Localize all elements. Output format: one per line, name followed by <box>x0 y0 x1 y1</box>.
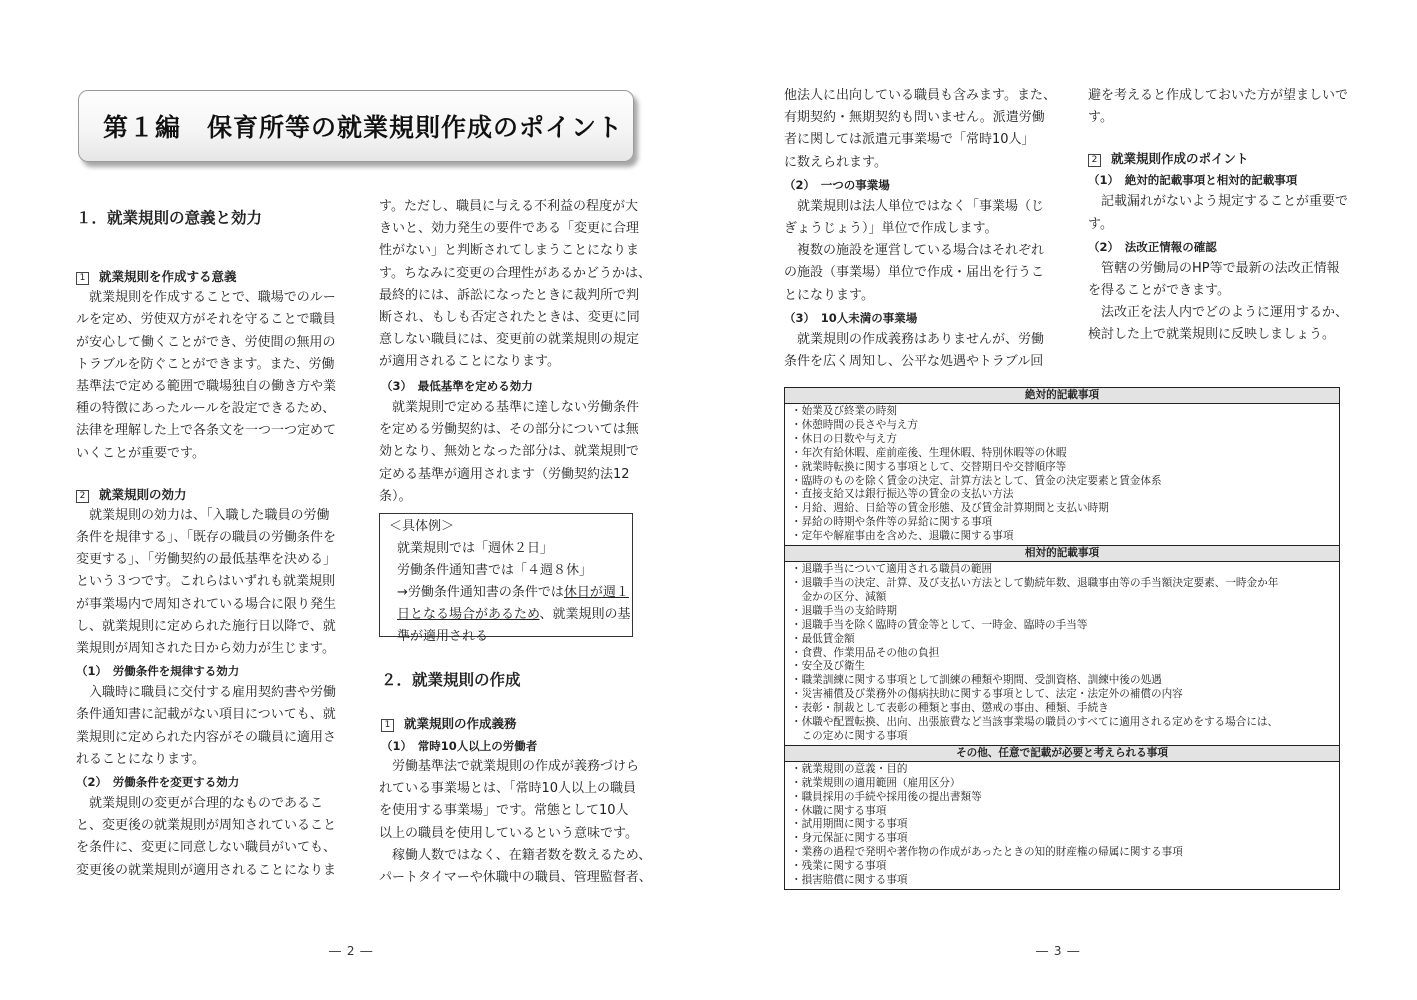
paragraph-line: 就業規則の効力は、「入職した職員の労働 <box>89 507 330 523</box>
table-section-body <box>785 404 1339 545</box>
table-list-item: ・休職に関する事項 <box>791 804 887 817</box>
paragraph-line: 法律を理解した上で各条文を一つ一つ定めて <box>76 423 337 439</box>
paragraph-line: し、就業規則に定められた施行日以降で、就 <box>76 618 336 634</box>
paragraph-line: 条）。 <box>379 488 412 504</box>
paragraph-line: 有期契約・無期契約も問いません。派遣労働 <box>784 110 1045 126</box>
table-list-item: ・月給、週給、日給等の賃金形態、及び賃金計算期間と支払い時期 <box>791 502 1109 515</box>
paragraph-line: 検討した上で就業規則に反映しましょう。 <box>1088 327 1336 343</box>
table-list-item: ・休日の日数や与え方 <box>791 432 897 445</box>
example-line <box>389 582 632 604</box>
paragraph-line: きいと、効力発生の要件である「変更に合理 <box>379 221 640 237</box>
table-list-item: ・始業及び終業の時刻 <box>791 405 897 417</box>
paragraph-line: 入職時に職員に交付する雇用契約書や労働 <box>89 685 337 701</box>
subsection-heading-minimum-standard: （3） 最低基準を定める効力 <box>381 379 533 393</box>
section-number-box: 1 <box>76 272 89 285</box>
subsection-heading: （1） 労働条件を規律する効力 <box>76 664 240 679</box>
paragraph-line: す。 <box>1088 216 1113 232</box>
subsection-heading-ten-or-more: （1） 常時10人以上の労働者 <box>381 739 538 753</box>
paragraph-line: す。 <box>1088 110 1113 126</box>
paragraph-line: ぎょうじょう）」単位で作成します。 <box>784 221 998 237</box>
paragraph-line: ルを定め、労使双方がそれを守ることで職員 <box>76 312 336 328</box>
paragraph-line: を得ることができます。 <box>1088 283 1230 299</box>
example-underlined-text: 休日が週１ <box>563 585 629 600</box>
table-list-item: ・最低賃金額 <box>791 632 855 645</box>
paragraph-line: 条件を広く周知し、公平な処遇やトラブル回 <box>784 354 1044 370</box>
paragraph-line: 効となり、無効となった部分は、就業規則で <box>379 444 640 460</box>
table-list-item: ・定年や解雇事由を含めた、退職に関する事項 <box>791 530 1014 543</box>
table-list-item: ・表彰・制裁として表彰の種類と事由、懲戒の事由、種類、手続き <box>791 702 1109 715</box>
paragraph-line: 者に関しては派遣元事業場で「常時10人」 <box>784 132 1035 148</box>
table-list-item: ・退職手当を除く臨時の賃金等として、一時金、臨時の手当等 <box>791 618 1088 631</box>
right-page-column-1 <box>784 85 1056 373</box>
subsection-heading-text: 就業規則作成のポイント <box>1111 151 1249 167</box>
left-page-column-2-top <box>379 196 651 374</box>
example-line: 準が適用される <box>397 629 489 644</box>
paragraph-line: が適用されることになります。 <box>379 354 560 370</box>
paragraph-line: に数えられます。 <box>784 154 887 170</box>
table-list-item: ・臨時のものを除く賃金の決定、計算方法として、賃金の決定要素と賃金体系 <box>791 474 1162 487</box>
paragraph-line: 性がない」と判断されてしまうことになりま <box>379 243 640 259</box>
table-section-body <box>785 762 1339 889</box>
paragraph-line: 最終的には、訴訟になったときに裁判所で判 <box>379 287 640 303</box>
section-number-box: 1 <box>381 719 394 732</box>
paragraph-line: れている事業場とは、「常時10人以上の職員 <box>379 781 637 797</box>
paragraph-line: 稼働人数ではなく、在籍者数を数えるため、 <box>392 847 652 863</box>
table-list-item: ・就業規則の適用範囲（雇用区分） <box>791 776 961 789</box>
paragraph-line: 変更する」、「労働契約の最低基準を決める」 <box>76 552 337 568</box>
paragraph-line: 以上の職員を使用しているという意味です。 <box>379 825 638 841</box>
table-list-item: ・退職手当の決定、計算、及び支払い方法として勤続年数、退職事由等の手当額決定要素、一時金か年 <box>791 576 1279 589</box>
example-underlined-text: 日となる場合があるため <box>397 607 540 622</box>
table-list-item: ・休憩時間の長さや与え方 <box>791 418 919 431</box>
table-list-item: ・職員採用の手続や採用後の提出書類等 <box>791 790 982 803</box>
paragraph-line: とになります。 <box>784 287 874 303</box>
subsection-heading-text: 就業規則の作成義務 <box>404 716 517 731</box>
paragraph-line: 記載漏れがないよう規定することが重要で <box>1101 194 1349 210</box>
table-list-item: ・身元保証に関する事項 <box>791 832 908 845</box>
paragraph-line: 避を考えると作成しておいた方が望ましいで <box>1088 88 1349 103</box>
paragraph-line: 変更後の就業規則が適用されることになりま <box>76 862 337 878</box>
table-list-item: ・就業規則の意義・目的 <box>791 762 908 775</box>
table-section-heading: その他、任意で記載が必要と考えられる事項 <box>785 745 1339 762</box>
page-number-left: ― 2 ― <box>329 944 374 958</box>
paragraph-line: を定める労働契約は、その部分については無 <box>379 422 639 438</box>
subsection-heading <box>1088 149 1348 169</box>
table-section-body <box>785 562 1339 745</box>
subsection-heading-obligation <box>381 714 517 732</box>
paragraph-line: を使用する事業場」です。常態として10人 <box>379 803 629 819</box>
right-page-column-2 <box>1088 85 1348 347</box>
left-page-column-1 <box>76 0 336 882</box>
table-list-item: この定めに関する事項 <box>791 729 908 742</box>
table-list-item: ・食費、作業用品その他の負担 <box>791 646 940 659</box>
paragraph-line: トラブルを防ぐことができます。また、労働 <box>76 356 335 372</box>
page-number-right: ― 3 ― <box>1036 944 1081 958</box>
table-list-item: ・業務の過程で発明や著作物の作成があったときの知的財産権の帰属に関する事項 <box>791 846 1183 859</box>
paragraph-line: 就業規則の変更が合理的なものであるこ <box>89 796 324 812</box>
table-section-heading: 絶対的記載事項 <box>785 388 1339 404</box>
subsection-heading: （2） 法改正情報の確認 <box>1088 239 1217 254</box>
paragraph-line: 条件を規律する」、「既存の職員の労働条件を <box>76 530 337 546</box>
table-section-heading: 相対的記載事項 <box>785 545 1339 562</box>
paragraph-line: す。ちなみに変更の合理性があるかどうかは、 <box>379 265 651 281</box>
chapter-title: 第１編 保育所等の就業規則作成のポイント <box>103 113 624 142</box>
subsection-heading: （2） 労働条件を変更する効力 <box>76 775 240 790</box>
paragraph-line: を条件に、変更に同意しない職員がいても、 <box>76 840 337 856</box>
paragraph-line: という３つです。これらはいずれも就業規則 <box>76 574 335 590</box>
required-items-table <box>784 387 1340 890</box>
paragraph-line: いくことが重要です。 <box>76 445 205 461</box>
paragraph-line: の施設（事業場）単位で作成・届出を行うこ <box>784 265 1045 281</box>
paragraph-line: 種の特徴にあったルールを設定できるため、 <box>76 401 336 417</box>
table-list-item: ・休職や配置転換、出向、出張旅費など当該事業場の職員のすべてに適用される定めをする場合には、 <box>791 716 1279 729</box>
table-list-item: ・就業時転換に関する事項として、交替期日や交替順序等 <box>791 460 1067 473</box>
example-text: →労働条件通知書の条件では <box>397 585 564 600</box>
paragraph-line: 法改正を法人内でどのように運用するか、 <box>1101 305 1349 321</box>
subsection-heading: （1） 絶対的記載事項と相対的記載事項 <box>1088 173 1298 188</box>
left-page-column-2-mid <box>379 397 639 508</box>
example-line: 就業規則では「週休２日」 <box>397 541 554 556</box>
section-heading-creation: ２．就業規則の作成 <box>381 671 521 689</box>
paragraph-line: 基準法で定める範囲で職場独自の働き方や業 <box>76 379 337 395</box>
paragraph-line: が事業場内で周知されている場合に限り発生 <box>76 596 337 612</box>
example-line: 労働条件通知書では「４週８休」 <box>397 563 593 578</box>
table-list-item: 金かの区分、減額 <box>791 590 887 603</box>
subsection-heading: （2） 一つの事業場 <box>784 177 890 192</box>
table-list-item: ・災害補償及び業務外の傷病扶助に関する事項として、法定・法定外の補償の内容 <box>791 688 1183 701</box>
left-page-column-2-bottom <box>379 756 652 889</box>
table-list-item: ・昇給の時期や条件等の昇給に関する事項 <box>791 516 993 529</box>
paragraph-line: 就業規則を作成することで、職場でのルー <box>89 290 336 306</box>
paragraph-line: と、変更後の就業規則が周知されていること <box>76 818 337 834</box>
paragraph-line: 就業規則の作成義務はありませんが、労働 <box>797 331 1045 347</box>
table-list-item: ・退職手当について適用される職員の範囲 <box>791 563 993 576</box>
paragraph-line: 複数の施設を運営している場合はそれぞれ <box>797 243 1045 259</box>
paragraph-line: 管轄の労働局のHP等で最新の法改正情報 <box>1101 260 1340 276</box>
paragraph-line: す。ただし、職員に与える不利益の程度が大 <box>379 199 638 214</box>
example-heading: ＜具体例＞ <box>389 519 455 534</box>
paragraph-line: 断され、もしも否定されたときは、変更に同 <box>379 310 640 326</box>
paragraph-line: 条件通知書に記載がない項目についても、就 <box>76 707 336 723</box>
table-list-item: ・残業に関する事項 <box>791 860 887 873</box>
paragraph-line: 定める基準が適用されます（労働契約法12 <box>379 466 630 482</box>
paragraph-line: 労働基準法で就業規則の作成が義務づけら <box>392 759 640 774</box>
paragraph-line: 業規則が周知された日から効力が生じます。 <box>76 641 335 657</box>
paragraph-line: 就業規則で定める基準に達しない労働条件 <box>392 400 640 415</box>
paragraph-line: が安心して働くことができ、労使間の無用の <box>76 334 336 350</box>
paragraph-line: 業規則に定められた内容がその職員に適用さ <box>76 729 337 745</box>
table-list-item: ・試用期間に関する事項 <box>791 818 908 831</box>
example-box <box>379 513 633 644</box>
subsection-heading-text: 就業規則を作成する意義 <box>99 269 237 285</box>
section-heading: １．就業規則の意義と効力 <box>76 209 263 227</box>
example-line <box>389 604 632 626</box>
subsection-heading <box>76 485 336 505</box>
subsection-heading: （3） 10人未満の事業場 <box>784 310 918 325</box>
table-list-item: ・安全及び衛生 <box>791 660 866 673</box>
table-list-item: ・年次有給休暇、産前産後、生理休暇、特別休暇等の休暇 <box>791 446 1067 459</box>
section-number-box: 2 <box>1088 154 1101 167</box>
table-list-item: ・直接支給又は銀行振込等の賃金の支払い方法 <box>791 488 1014 501</box>
paragraph-line: パートタイマーや休職中の職員、管理監督者、 <box>379 870 652 886</box>
table-list-item: ・退職手当の支給時期 <box>791 604 897 617</box>
section-number-box: 2 <box>76 490 89 503</box>
paragraph-line: れることになります。 <box>76 751 205 767</box>
example-text: 、就業規則の基 <box>539 607 631 622</box>
paragraph-line: 意しない職員には、変更前の就業規則の規定 <box>379 332 640 348</box>
subsection-heading-text: 就業規則の効力 <box>99 486 187 502</box>
table-list-item: ・損害賠償に関する事項 <box>791 874 908 887</box>
paragraph-line: 就業規則は法人単位ではなく「事業場（じ <box>797 198 1045 214</box>
paragraph-line: 他法人に出向している職員も含みます。また、 <box>784 88 1056 103</box>
table-list-item: ・職業訓練に関する事項として訓練の種類や期間、受訓資格、訓練中後の処遇 <box>791 674 1162 687</box>
subsection-heading <box>76 267 336 287</box>
